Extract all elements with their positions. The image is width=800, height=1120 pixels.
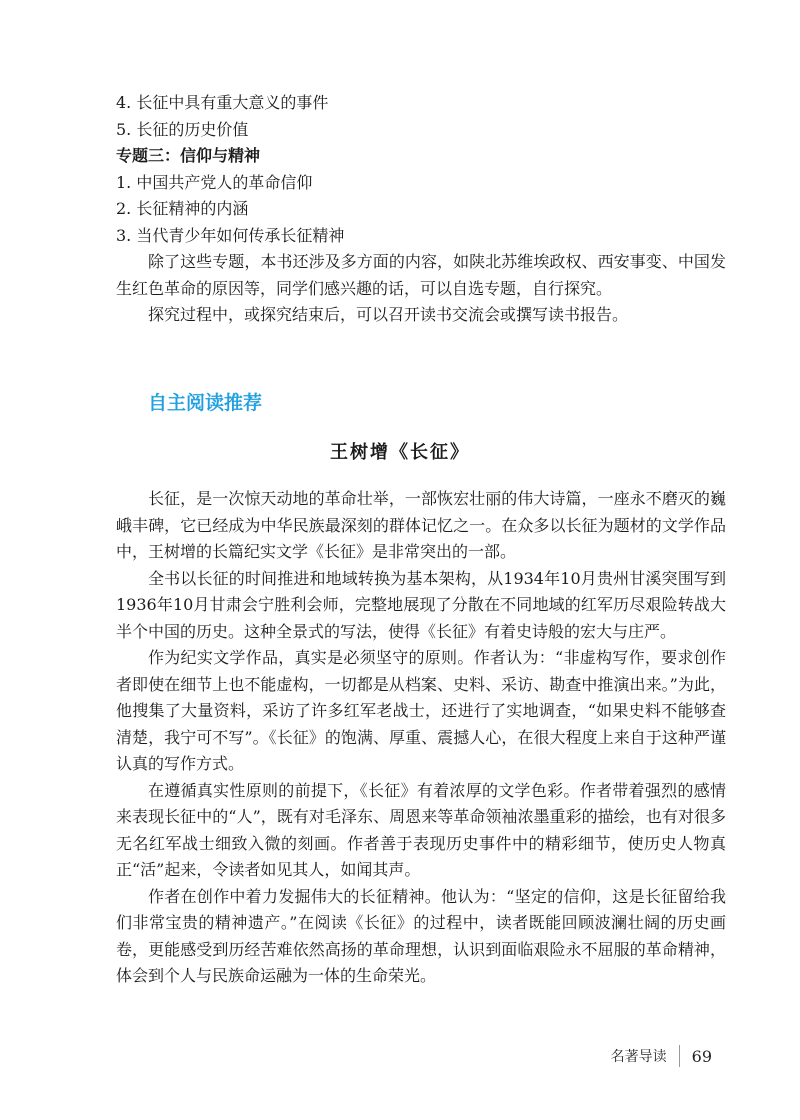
article-title: 王树增《长征》 bbox=[330, 442, 470, 463]
paragraph: 探究过程中，或探究结束后，可以召开读书交流会或撰写读书报告。 bbox=[148, 305, 629, 324]
article-paragraph: 作为纪实文学作品，真实是必须坚守的原则。作者认为：“非虚构写作，要求创作者即使在细节上也不能虚构，一切都是从档案、史料、采访、勘查中推演出来。”为此，他搜集了大量资料，采访了许多红军老战士，还进行了实地调查，“如果史料不能够查清楚，我宁可不写”。《长征》的饱满、厚重、震撼人心，在很大程度上来自于这种严谨认真的写作方式。 bbox=[116, 648, 726, 773]
footer-divider bbox=[679, 1045, 680, 1067]
page-number: 69 bbox=[691, 1046, 712, 1066]
section-heading: 自主阅读推荐 bbox=[148, 392, 263, 414]
article-paragraph: 长征，是一次惊天动地的革命壮举，一部恢宏壮丽的伟大诗篇，一座永不磨灭的巍峨丰碑，它已经成为中华民族最深刻的群体记忆之一。在众多以长征为题材的文学作品中，王树增的长篇纪实文学《长征》是非常突出的一部。 bbox=[116, 489, 726, 561]
article-paragraph: 全书以长征的时间推进和地域转换为基本架构，从1934年10月贵州甘溪突围写到1936年10月甘肃会宁胜利会师，完整地展现了分散在不同地域的红军历尽艰险转战大半个中国的历史。这种全景式的写法，使得《长征》有着史诗般的宏大与庄严。 bbox=[116, 568, 726, 641]
article-paragraph: 在遵循真实性原则的前提下，《长征》有着浓厚的文学色彩。作者带着强烈的感情来表现长征中的“人”，既有对毛泽东、周恩来等革命领袖浓墨重彩的描绘，也有对很多无名红军战士细致入微的刻画。作者善于表现历史事件中的精彩细节，使历史人物真正“活”起来，令读者如见其人，如闻其声。 bbox=[116, 780, 726, 879]
paragraph: 除了这些专题，本书还涉及多方面的内容，如陕北苏维埃政权、西安事变、中国发生红色革命的原因等，同学们感兴趣的话，可以自选专题，自行探究。 bbox=[116, 252, 726, 298]
top-section bbox=[116, 90, 726, 329]
list-item: 5. 长征的历史价值 bbox=[116, 119, 249, 139]
article-body bbox=[116, 486, 726, 990]
list-item: 2. 长征精神的内涵 bbox=[116, 199, 249, 218]
page-footer bbox=[611, 1045, 712, 1067]
list-item: 3. 当代青少年如何传承长征精神 bbox=[116, 225, 345, 245]
topic-heading: 专题三：信仰与精神 bbox=[116, 146, 261, 165]
list-item: 4. 长征中具有重大意义的事件 bbox=[116, 93, 329, 112]
book-section-label: 名著导读 bbox=[610, 1049, 667, 1065]
article-paragraph: 作者在创作中着力发掘伟大的长征精神。他认为：“坚定的信仰，这是长征留给我们非常宝贵的精神遗产。”在阅读《长征》的过程中，读者既能回顾波澜壮阔的历史画卷，更能感受到历经苦难依然高扬的革命理想，认识到面临艰险永不屈服的革命精神，体会到个人与民族命运融为一体的生命荣光。 bbox=[116, 886, 726, 985]
list-item: 1. 中国共产党人的革命信仰 bbox=[116, 172, 313, 192]
